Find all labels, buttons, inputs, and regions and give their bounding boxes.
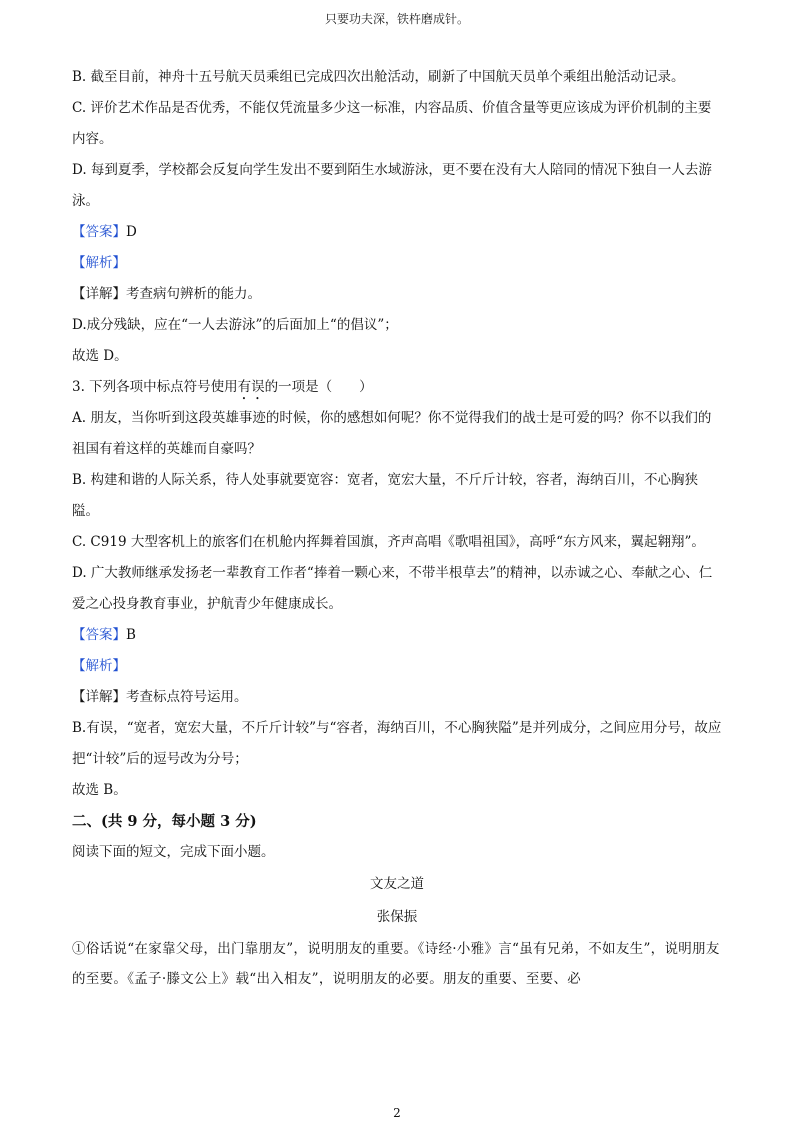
q2-answer bbox=[72, 217, 722, 248]
q2-explain: D.成分残缺，应在“一人去游泳”的后面加上“的倡议”； bbox=[72, 317, 398, 333]
q3-answer bbox=[72, 620, 722, 651]
q2-detail: 【详解】考查病句辨析的能力。 bbox=[72, 286, 261, 302]
answer-tag: 【答案】 bbox=[72, 224, 126, 240]
q3-option-a: A. 朋友，当你听到这段英雄事迹的时候，你的感想如何呢？你不觉得我们的战士是可爱的吗？你不以我们的祖国有着这样的英雄而自豪吗？ bbox=[72, 410, 712, 457]
section-heading: 二、(共 9 分，每小题 3 分) bbox=[72, 813, 257, 830]
q3-option-b: B. 构建和谐的人际关系，待人处事就要宽容：宽者，宽宏大量，不斤斤计较，容者，海纳百川，不心胸狭隘。 bbox=[72, 472, 699, 519]
q3-option-c: C. C919 大型客机上的旅客们在机舱内挥舞着国旗，齐声高唱《歌唱祖国》，高呼“东方风来，翼起翱翔”。 bbox=[72, 534, 705, 550]
q2-option-d: D. 每到夏季，学校都会反复向学生发出不要到陌生水域游泳，更不要在没有大人陪同的情况下独自一人去游泳。 bbox=[72, 162, 712, 209]
answer-value: B bbox=[126, 627, 136, 643]
document-body bbox=[72, 62, 722, 994]
q3-option-d: D. 广大教师继承发扬老一辈教育工作者“捧着一颗心来，不带半根草去”的精神，以赤诚之心、奉献之心、仁爱之心投身教育事业，护航青少年健康成长。 bbox=[72, 565, 713, 612]
q3-stem-emphasis: 有误 bbox=[237, 379, 265, 395]
q2-conclusion: 故选 D。 bbox=[72, 348, 128, 364]
q2-option-c: C. 评价艺术作品是否优秀，不能仅凭流量多少这一标准，内容品质、价值含量等更应该成为评价机制的主要内容。 bbox=[72, 100, 712, 147]
q2-analysis-tag: 【解析】 bbox=[72, 255, 126, 271]
q3-conclusion: 故选 B。 bbox=[72, 782, 127, 798]
answer-tag: 【答案】 bbox=[72, 627, 126, 643]
q3-detail: 【详解】考查标点符号运用。 bbox=[72, 689, 248, 705]
q3-stem-after: 的一项是（ ） bbox=[264, 379, 373, 395]
q3-stem-before: 3. 下列各项中标点符号使用 bbox=[72, 379, 238, 395]
q3-stem bbox=[72, 372, 722, 403]
section-instruction: 阅读下面的短文，完成下面小题。 bbox=[72, 844, 275, 860]
article-author: 张保振 bbox=[376, 909, 418, 925]
q3-explain: B.有误，“宽者，宽宏大量，不斤斤计较”与“容者，海纳百川，不心胸狭隘”是并列成分，之间应用分号，故应把“计较”后的逗号改为分号； bbox=[72, 720, 722, 767]
q2-option-b: B. 截至目前，神舟十五号航天员乘组已完成四次出舱活动，刷新了中国航天员单个乘组出舱活动记录。 bbox=[72, 69, 685, 85]
q3-analysis-tag: 【解析】 bbox=[72, 658, 126, 674]
answer-value: D bbox=[126, 224, 137, 240]
page-header-motto: 只要功夫深，铁杵磨成针。 bbox=[324, 12, 469, 26]
page-number: 2 bbox=[393, 1106, 401, 1120]
article-title: 文友之道 bbox=[370, 876, 424, 892]
article-paragraph-1: ①俗话说“在家靠父母，出门靠朋友”，说明朋友的重要。《诗经·小雅》言“虽有兄弟，不如友生”，说明朋友的至要。《孟子·滕文公上》载“出入相友”，说明朋友的必要。朋友的重要、至要、必 bbox=[72, 941, 720, 987]
